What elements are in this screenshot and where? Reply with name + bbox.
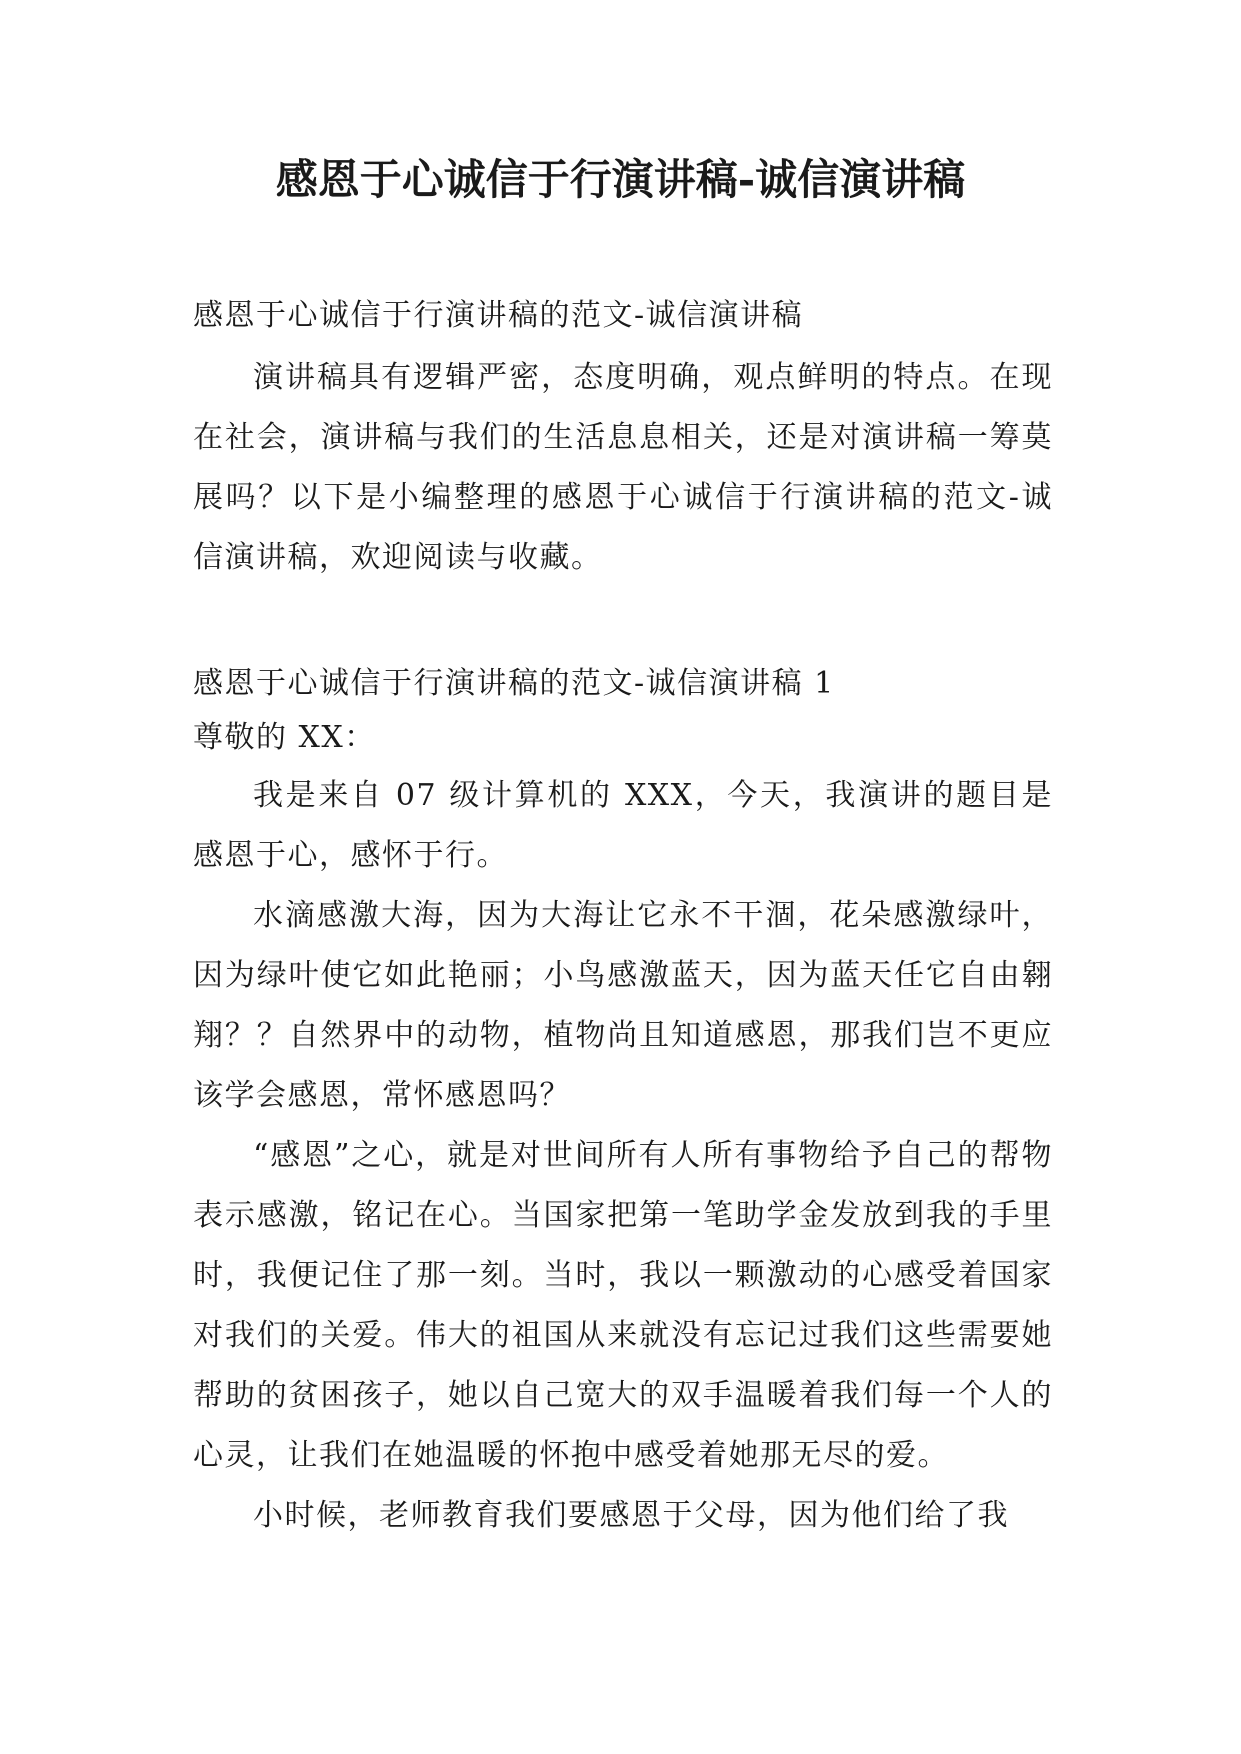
intro-paragraph: 演讲稿具有逻辑严密，态度明确，观点鲜明的特点。在现在社会，演讲稿与我们的生活息息相关，还是对演讲稿一筹莫展吗？以下是小编整理的感恩于心诚信于行演讲稿的范文-诚信演讲稿，欢迎阅读与收藏。 <box>193 360 1053 575</box>
body-paragraph: 小时候，老师教育我们要感恩于父母，因为他们给了我 <box>253 1498 1009 1533</box>
body-paragraph: 我是来自 07 级计算机的 XXX，今天，我演讲的题目是感恩于心，感怀于行。 <box>193 778 1053 873</box>
salutation: 尊敬的 XX： <box>193 720 376 755</box>
intro-heading: 感恩于心诚信于行演讲稿的范文-诚信演讲稿 <box>193 298 804 333</box>
body-paragraph: “感恩”之心，就是对世间所有人所有事物给予自己的帮物表示感激，铭记在心。当国家把第一笔助学金发放到我的手里时，我便记住了那一刻。当时，我以一颗激动的心感受着国家对我们的关爱。伟大的祖国从来就没有忘记过我们这些需要她帮助的贫困孩子，她以自己宽大的双手温暖着我们每一个人的心灵，让我们在她温暖的怀抱中感受着她那无尽的爱。 <box>193 1138 1053 1473</box>
body-paragraph: 水滴感激大海，因为大海让它永不干涸，花朵感激绿叶，因为绿叶使它如此艳丽；小鸟感激蓝天，因为蓝天任它自由翱翔？？自然界中的动物，植物尚且知道感恩，那我们岂不更应该学会感恩，常怀感恩吗？ <box>193 898 1053 1113</box>
document-body <box>193 290 1053 1546</box>
document-title: 感恩于心诚信于行演讲稿-诚信演讲稿 <box>275 155 966 204</box>
spacer <box>193 588 1053 658</box>
section-heading: 感恩于心诚信于行演讲稿的范文-诚信演讲稿 1 <box>193 666 835 701</box>
